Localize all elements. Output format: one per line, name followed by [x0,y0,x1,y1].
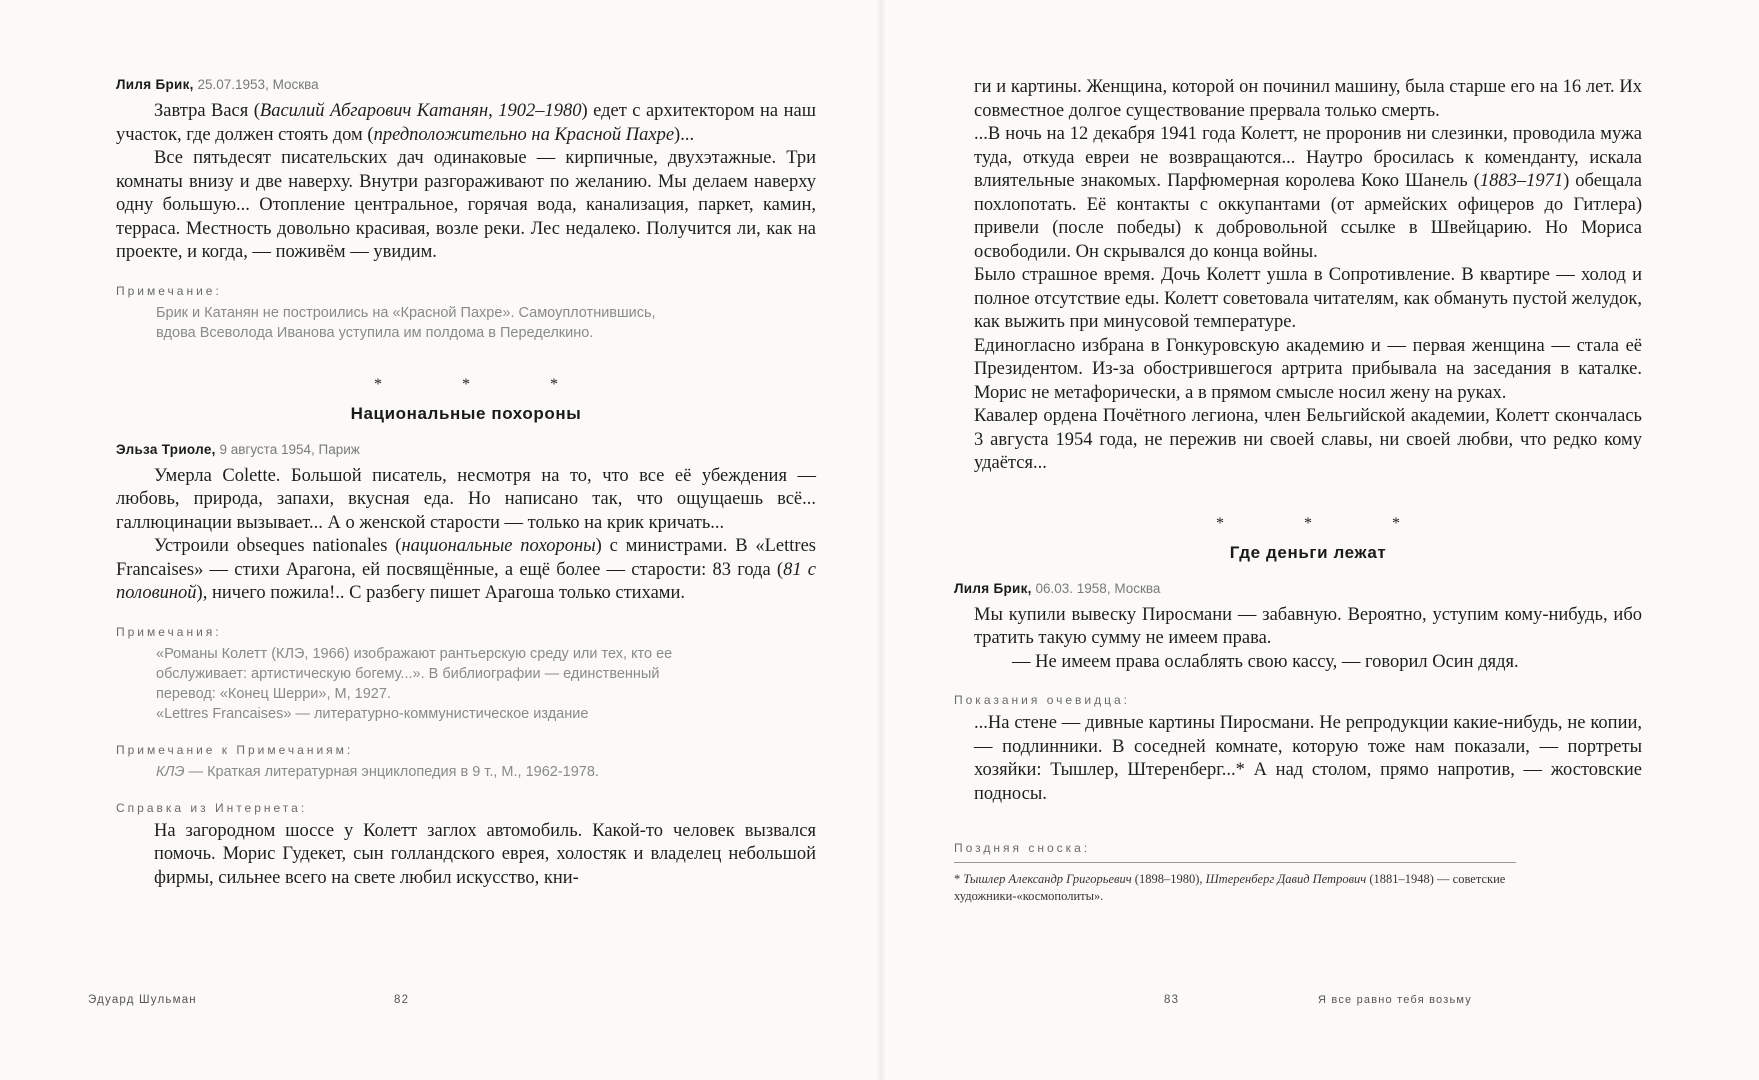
continuation-paragraph: ги и картины. Женщина, которой он починил машину, была старше его на 16 лет. Их совместное долгое существование прервала только смерть. [974,77,1642,121]
page-number: 82 [394,994,410,1006]
italic-run: Тышлер Александр Григорьевич [963,872,1132,886]
footnote-rule [954,862,1516,863]
note-line: «Lettres Francaises» — литературно-коммунистическое издание [156,705,589,722]
letter-paragraph: Все пятьдесят писательских дач одинаковые — кирпичные, двухэтажные. Три комнаты внизу и две наверху. Внутри разгораживают по желанию. Мы делаем наверху одну большую... Отопление центральное, горячая вода, канализация, паркет, камин, терраса. Местность довольно красивая, возле реки. Лес недалеко. Получится ли, как на проекте, и когда, — поживём — увидим. [116,148,816,262]
text-run: Завтра Вася ( [154,101,260,121]
note-line: вдова Всеволода Иванова уступила им полдома в Переделкино. [156,324,594,341]
italic-run: 81 с половиной [116,559,816,603]
letter-paragraph [116,100,816,147]
page-number: 83 [1164,994,1180,1006]
text-run: ) едет с архитектором на наш участок, где должен стоять дом ( [116,101,816,145]
letter-paragraph: Мы купили вывеску Пиросмани — забавную. Вероятно, уступим кому-нибудь, ибо тратить такую сумму не имеем права. [974,604,1642,648]
text-run: ...В ночь на 12 декабря 1941 года Колетт, не проронив ни слезинки, проводила мужа туда, откуда евреи не возвращаются... Наутро бросилась к коменданту, искала влиятельные знакомых. Парфюмерная королева Коко Шанель ( [974,124,1642,191]
italic-run: предположительно на Красной Пахре [373,124,675,145]
letter-date: 06.03. 1958, Москва [1035,580,1161,596]
italic-run: национальные похороны [401,536,596,556]
letter-date: 25.07.1953, Москва [197,77,319,92]
note-line: обслуживает: артистическую богему...». В библиографии — единственный [156,665,660,682]
letter-date: 9 августа 1954, Париж [219,441,360,457]
italic-run: Штеренберг Давид Петрович [1205,872,1367,886]
paragraph: Единогласно избрана в Гонкуровскую академию и — первая женщина — стала её Президентом. Из-за обострившегося артрита прибывала на заседания в каталке. Морис не метафорически, а в прямом смысле носил жену на руках. [974,335,1642,403]
paragraph: Кавалер ордена Почётного легиона, член Бельгийской академии, Колетт скончалась 3 августа 1954 года, не пережив ни своей славы, ни своей любви, что редко кому удаётся... [974,406,1642,473]
left-page [0,0,876,1080]
italic-run: 1883–1971 [1479,171,1564,191]
footer-author: Эдуард Шульман [88,994,197,1006]
internet-paragraph: На загородном шоссе у Колетт заглох автомобиль. Какой-то человек вызвался помочь. Морис Гудекет, сын голландского еврея, холостяк и владелец небольшой фирмы, сильнее всего на свете любил искусство, кни- [154,820,816,888]
right-page [886,0,1759,1080]
note-label: Примечание: [116,283,222,298]
letter-paragraph [116,535,816,606]
paragraph [974,123,1642,264]
note-line: перевод: «Конец Шерри», М, 1927. [156,685,391,702]
left-page-content [116,76,816,890]
meta-note-line [116,762,816,782]
text-run: — Краткая литературная энциклопедия в 9 т., М., 1962-1978. [184,763,599,780]
letter-paragraph: — Не имеем права ослаблять свою кассу, — говорил Осин дядя. [1012,651,1519,672]
letter-author: Лиля Брик, [954,580,1032,596]
paragraph: Было страшное время. Дочь Колетт ушла в Сопротивление. В квартире — холод и полное отсутствие еды. Колетт советовала читателям, как обмануть пустой желудок, как выжить при минусовой температуре. [974,265,1642,332]
text-run: Устроили obseques nationales ( [154,536,402,556]
note-line: «Романы Колетт (КЛЭ, 1966) изображают рантьерскую среду или тех, кто ее [156,645,673,662]
internet-label: Справка из Интернета: [116,800,308,815]
italic-run: Василий Абгарович Катанян, 1902–1980 [259,101,582,121]
meta-note-label: Примечание к Примечаниям: [116,742,354,757]
italic-run: КЛЭ [156,763,185,780]
right-page-content [954,76,1642,905]
text-run: )... [674,124,695,145]
section-title: Национальные похороны [350,403,582,423]
witness-paragraph: ...На стене — дивные картины Пиросмани. Не репродукции какие-нибудь, не копии, — подлинники. В соседней комнате, которую тоже нам показали, — портреты хозяйки: Тышлер, Штеренберг...* А над столом, прямо напротив, — жостовские подносы. [974,713,1642,804]
letter-heading [954,580,1642,598]
section-divider-stars: * * * [374,375,596,393]
letter-paragraph: Умерла Colette. Большой писатель, несмотря на то, что все её убеждения — любовь, природа, запахи, вкусная еда. Но написано так, что ощущаешь всё... галлюцинации вызывает... А о женской старости — только на крик кричать... [116,465,816,533]
text-run: (1881–1948) — советские художники-«космополиты». [954,872,1506,903]
note-line: Брик и Катанян не построились на «Красной Пахре». Самоуплотнившись, [156,304,656,321]
letter-author: Лиля Брик, [116,77,194,92]
text-run: * [954,872,964,886]
text-run: ) обещала похлопотать. Её контакты с оккупантами (от армейских офицеров до Гитлера) привели (после победы) к добровольной ссылке в Швейцарию. Но Мориса освободили. Он скрывался до конца войны. [974,171,1642,262]
section-title: Где деньги лежат [1229,542,1387,562]
late-footnote-label: Поздняя сноска: [954,841,1091,855]
witness-label: Показания очевидца: [954,693,1130,707]
text-run: ) с министрами. В «Lettres Francaises» — стихи Арагона, ей посвящённые, а ещё более — старости: 83 года ( [116,536,816,580]
notes-label: Примечания: [116,624,222,639]
book-gutter [876,0,886,1080]
section-divider-stars: * * * [1216,514,1438,532]
footnote-text [954,871,1642,905]
footer-title: Я все равно тебя возьму [1318,994,1472,1006]
text-run: (1898–1980), [1131,872,1206,886]
letter-author: Эльза Триоле, [116,441,216,457]
text-run: ), ничего пожила!.. С разбегу пишет Арагоша только стихами. [196,583,686,603]
letter-heading [116,441,816,459]
letter-heading [116,76,816,94]
